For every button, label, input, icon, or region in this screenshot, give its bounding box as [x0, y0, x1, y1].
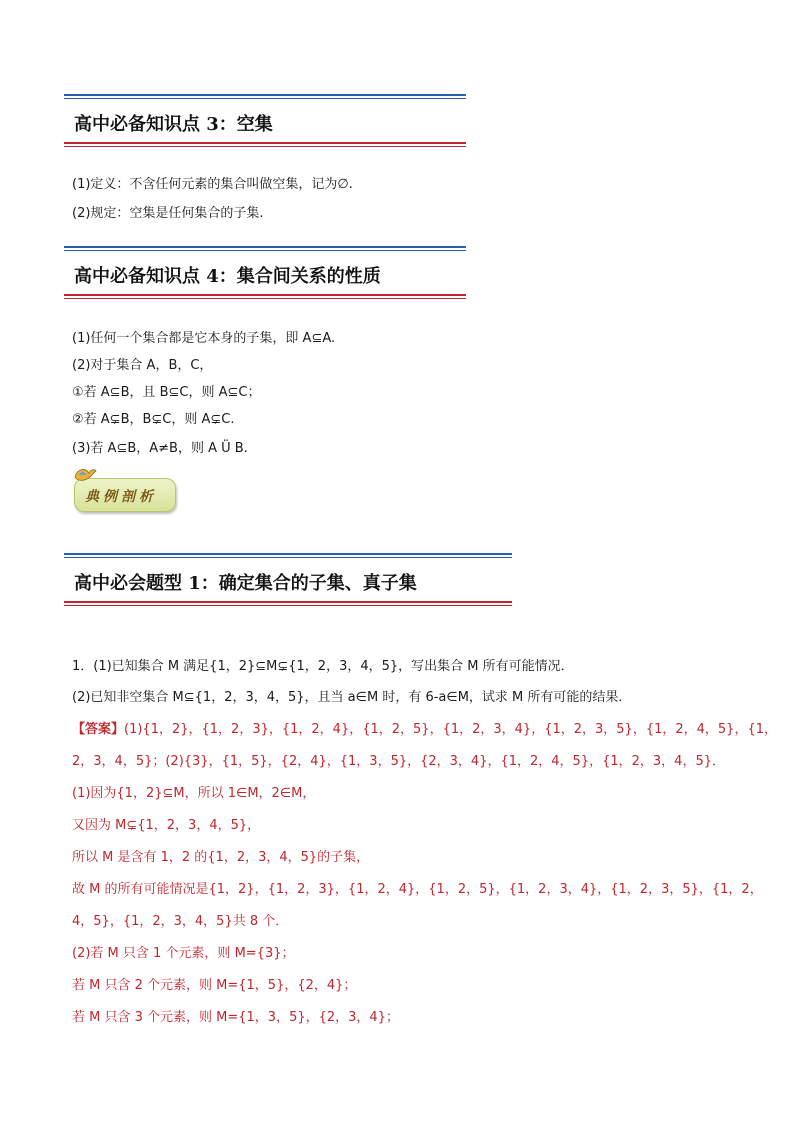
question-1: 1．(1)已知集合 M 满足{1，2}⊆M⊊{1，2，3，4，5}，写出集合 M 所有可能情况． — [72, 659, 574, 674]
solution-line-8: 若 M 只含 3 个元素，则 M={1，3，5}，{2，3，4}； — [72, 1010, 399, 1025]
section4-line-4: ②若 A⊊B，B⊊C，则 A⊊C. — [72, 412, 235, 427]
answer-text-1: (1){1，2}，{1，2，3}，{1，2，4}，{1，2，5}，{1，2，3，4}，{1，2，3，5}，{1，2，4，5}，{1， — [124, 722, 777, 737]
bird-icon — [71, 465, 97, 485]
solution-line-4: 故 M 的所有可能情况是{1，2}，{1，2，3}，{1，2，4}，{1，2，5}，{1，2，3，4}，{1，2，3，5}，{1，2， — [72, 882, 763, 897]
heading-title: 高中必会题型 1：确定集合的子集、真子集 — [74, 573, 417, 594]
solution-line-6: (2)若 M 只含 1 个元素，则 M={3}； — [72, 946, 295, 961]
solution-line-5: 4，5}，{1，2，3，4，5}共 8 个． — [72, 914, 289, 929]
solution-line-7: 若 M 只含 2 个元素，则 M={1，5}，{2，4}； — [72, 978, 357, 993]
section4-line-3: ①若 A⊆B，且 B⊆C，则 A⊆C； — [72, 385, 261, 400]
section3-line-1: (1)定义：不含任何元素的集合叫做空集，记为∅. — [72, 177, 353, 192]
section4-line-5: (3)若 A⊆B，A≠B，则 A Ü B. — [72, 441, 248, 456]
section-heading-4 — [64, 246, 466, 298]
heading-top-rule — [64, 553, 512, 558]
heading-top-rule — [64, 246, 466, 251]
section-heading-3 — [64, 94, 466, 146]
heading-top-rule — [64, 94, 466, 99]
example-badge — [74, 478, 176, 512]
solution-line-3: 所以 M 是含有 1，2 的{1，2，3，4，5}的子集， — [72, 850, 370, 865]
heading-bottom-rule — [64, 294, 466, 299]
solution-line-1: (1)因为{1，2}⊆M，所以 1∈M，2∈M， — [72, 786, 316, 801]
heading-title: 高中必备知识点 4：集合间关系的性质 — [74, 266, 381, 287]
heading-bottom-rule — [64, 142, 466, 147]
heading-title: 高中必备知识点 3：空集 — [74, 114, 273, 135]
answer-tag: 【答案】 — [72, 722, 125, 737]
badge-label: 典例剖析 — [85, 489, 157, 505]
section4-line-1: (1)任何一个集合都是它本身的子集，即 A⊆A. — [72, 331, 336, 346]
type-heading-1 — [64, 553, 512, 605]
solution-line-2: 又因为 M⊊{1，2，3，4，5}， — [72, 818, 261, 833]
answer-line-2: 2，3，4，5}；(2){3}，{1，5}，{2，4}，{1，3，5}，{2，3，4}，{1，2，4，5}，{1，2，3，4，5}． — [72, 754, 725, 769]
section4-line-2: (2)对于集合 A，B，C， — [72, 358, 213, 373]
question-2: (2)已知非空集合 M⊆{1，2，3，4，5}，且当 a∈M 时，有 6-a∈M，试求 M 所有可能的结果． — [72, 690, 632, 705]
section3-line-2: (2)规定：空集是任何集合的子集. — [72, 206, 264, 221]
heading-bottom-rule — [64, 601, 512, 606]
answer-line-1 — [72, 718, 777, 737]
